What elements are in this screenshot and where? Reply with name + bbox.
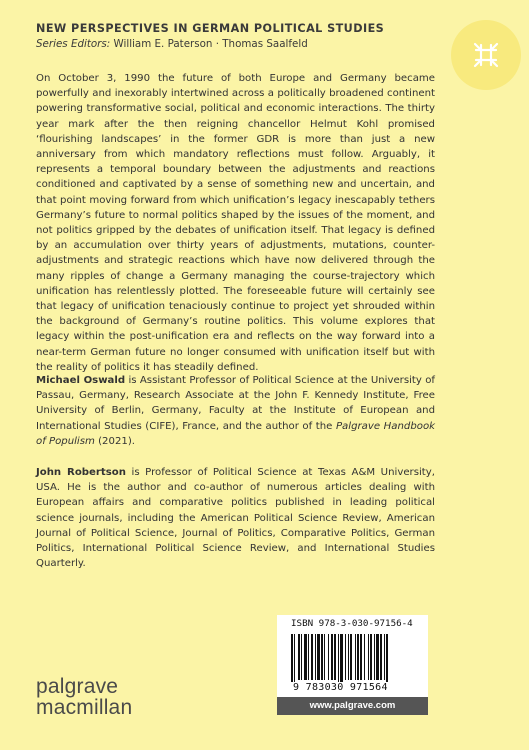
author-bio-oswald (36, 373, 435, 449)
series-editors (36, 38, 456, 50)
publisher-logo (36, 676, 132, 718)
publisher-name-line1: palgrave (36, 675, 119, 698)
author-bio-text: is Professor of Political Science at Texas A&M University, USA. He is the author and co-author of numerous articles dealing with European affairs and comparative politics published in leading political science journals, including the American Political Science Review, American Journal of Political Science, Journal of Politics, Comparative Politics, German Politics, International Political Science Review, and International Studies Quarterly. (36, 467, 435, 570)
series-editors-names: William E. Paterson · Thomas Saalfeld (113, 38, 308, 50)
palgrave-logo-badge (451, 20, 521, 90)
publisher-name-line2: macmillan (36, 696, 133, 719)
author-name: John Robertson (36, 467, 126, 478)
series-editors-label: Series Editors: (36, 38, 111, 50)
publisher-url: www.palgrave.com (277, 697, 428, 715)
barcode-digits: 9 783030 971564 (293, 682, 388, 693)
book-title-italic: Palgrave Handbook of Populism (36, 420, 435, 447)
barcode-bars (277, 632, 428, 682)
book-blurb: On October 3, 1990 the future of both Europe and Germany became powerfully and inexorably intertwined across a politically broadened continent powering transformative social, political and economic interactions. The thirty year mark after the then reigning chancellor Helmut Kohl promised ‘flourishing landscapes’ in the former GDR is more than just a new anniversary from which mandatory reflections must follow. Arguably, it represents a temporal boundary between the adjustments and reactions conditioned and captivated by a sense of something new and uncertain, and that point moving forward from which unification’s legacy inescapably tethers Germany’s future to normal politics shaped by the issues of the moment, and not politics gripped by the debates of unification itself. That legacy is defined by an accumulation over thirty years of adjustments, mutations, counter-adjustments and strategic reactions which have now delivered through the many ripples of change a Germany managing the course-trajectory which unification has relentlessly plotted. The foreseeable future will certainly see that legacy of unification tenaciously continue to project yet shrouded within the background of Germany’s routine politics. This volume explores that legacy within the post-unification era and reflects on the way forward into a near-term German future no longer consumed with unification itself but with the reality of politics it has steadily defined. (36, 73, 435, 373)
series-header (36, 22, 456, 50)
author-bio-text: is Assistant Professor of Political Science at the University of Passau, Germany, Research Associate at the John F. Kennedy Institute, Free University of Berlin, Germany, Faculty at the Institute of European and International Studies (CIFE), France, and the author of the (36, 375, 435, 432)
author-bio-robertson (36, 465, 435, 571)
isbn-barcode (277, 615, 428, 700)
author-bio-text-end: (2021). (94, 435, 135, 447)
palgrave-colophon-icon (472, 41, 500, 69)
author-name: Michael Oswald (36, 375, 126, 386)
series-title: NEW PERSPECTIVES IN GERMAN POLITICAL STUDIES (36, 22, 385, 35)
isbn-label: ISBN 978-3-030-97156-4 (291, 618, 413, 629)
